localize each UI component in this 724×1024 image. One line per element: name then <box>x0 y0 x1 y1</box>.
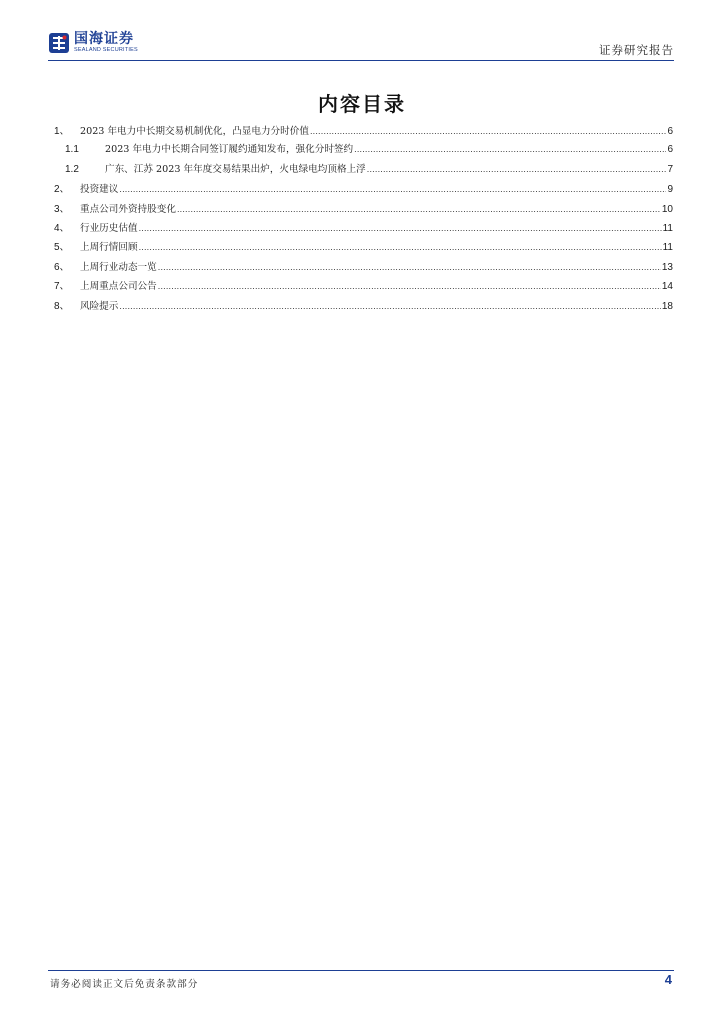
toc-entry-number: 2、 <box>54 184 70 196</box>
toc-entry-page[interactable]: 11 <box>662 222 673 234</box>
toc-title: 内容目录 <box>318 92 406 116</box>
toc-entry-page[interactable]: 13 <box>661 261 673 273</box>
toc-entry-number: 3、 <box>54 203 70 215</box>
toc-entry-page[interactable]: 7 <box>667 163 673 175</box>
toc-entry-number: 7、 <box>54 281 70 293</box>
toc-leader-dots <box>139 242 662 252</box>
toc-entry[interactable] <box>48 122 673 141</box>
toc-entry-title[interactable]: 上周行情回顾 <box>80 242 138 254</box>
toc-leader-dots <box>119 301 661 311</box>
toc-entry-title[interactable]: 风险提示 <box>80 300 119 312</box>
toc-entry-page[interactable]: 10 <box>661 203 673 215</box>
company-logo <box>48 32 138 54</box>
toc-entry-number: 1、 <box>54 126 70 137</box>
toc-entry-number: 8、 <box>54 300 70 312</box>
page-header <box>48 30 674 60</box>
toc-entry[interactable] <box>48 200 673 219</box>
toc-entry-page[interactable]: 18 <box>661 300 673 312</box>
toc-leader-dots <box>158 262 661 272</box>
toc-entry-title[interactable]: 上周重点公司公告 <box>80 281 157 293</box>
toc-entry[interactable] <box>48 180 673 199</box>
page-number: 4 <box>664 972 672 987</box>
table-of-contents <box>48 122 673 316</box>
toc-entry[interactable] <box>48 258 673 277</box>
toc-entry[interactable] <box>48 238 673 257</box>
toc-entry-page[interactable]: 9 <box>667 184 673 196</box>
footer-disclaimer: 请务必阅读正文后免责条款部分 <box>50 979 199 990</box>
toc-entry-title[interactable]: 投资建议 <box>80 184 119 196</box>
toc-leader-dots <box>139 223 662 233</box>
toc-leader-dots <box>310 126 667 136</box>
toc-entry-number: 1.2 <box>65 163 79 175</box>
report-type-label: 证券研究报告 <box>599 43 674 57</box>
toc-entry[interactable] <box>48 141 673 160</box>
toc-entry-page[interactable]: 14 <box>661 281 673 293</box>
toc-entry[interactable] <box>48 297 673 316</box>
toc-entry-page[interactable]: 6 <box>667 144 673 156</box>
logo-chinese-name: 国海证券 <box>74 31 134 47</box>
footer-divider <box>48 970 674 971</box>
toc-entry-number: 1.1 <box>65 144 79 156</box>
header-divider <box>48 60 674 61</box>
toc-leader-dots <box>354 144 666 154</box>
toc-entry-title[interactable]: 2023 年电力中长期交易机制优化，凸显电力分时价值 <box>80 126 309 137</box>
toc-leader-dots <box>177 204 661 214</box>
toc-leader-dots <box>119 184 666 194</box>
logo-english-name: SEALAND SECURITIES <box>74 47 138 53</box>
toc-leader-dots <box>367 164 667 174</box>
toc-entry[interactable] <box>48 219 673 238</box>
toc-entry-title[interactable]: 行业历史估值 <box>80 222 138 234</box>
toc-entry[interactable] <box>48 161 673 180</box>
sealand-logo-icon <box>48 32 70 54</box>
toc-entry-number: 4、 <box>54 222 70 234</box>
toc-leader-dots <box>158 281 661 291</box>
toc-entry-number: 5、 <box>54 242 70 254</box>
toc-entry-page[interactable]: 6 <box>667 126 673 137</box>
toc-entry-page[interactable]: 11 <box>662 242 673 254</box>
toc-entry[interactable] <box>48 277 673 296</box>
toc-entry-title[interactable]: 2023 年电力中长期合同签订履约通知发布，强化分时签约 <box>105 144 354 156</box>
toc-entry-title[interactable]: 重点公司外资持股变化 <box>80 203 176 215</box>
toc-entry-title[interactable]: 上周行业动态一览 <box>80 261 157 273</box>
toc-entry-title[interactable]: 广东、江苏 2023 年年度交易结果出炉，火电绿电均顶格上浮 <box>105 163 366 175</box>
toc-entry-number: 6、 <box>54 261 70 273</box>
